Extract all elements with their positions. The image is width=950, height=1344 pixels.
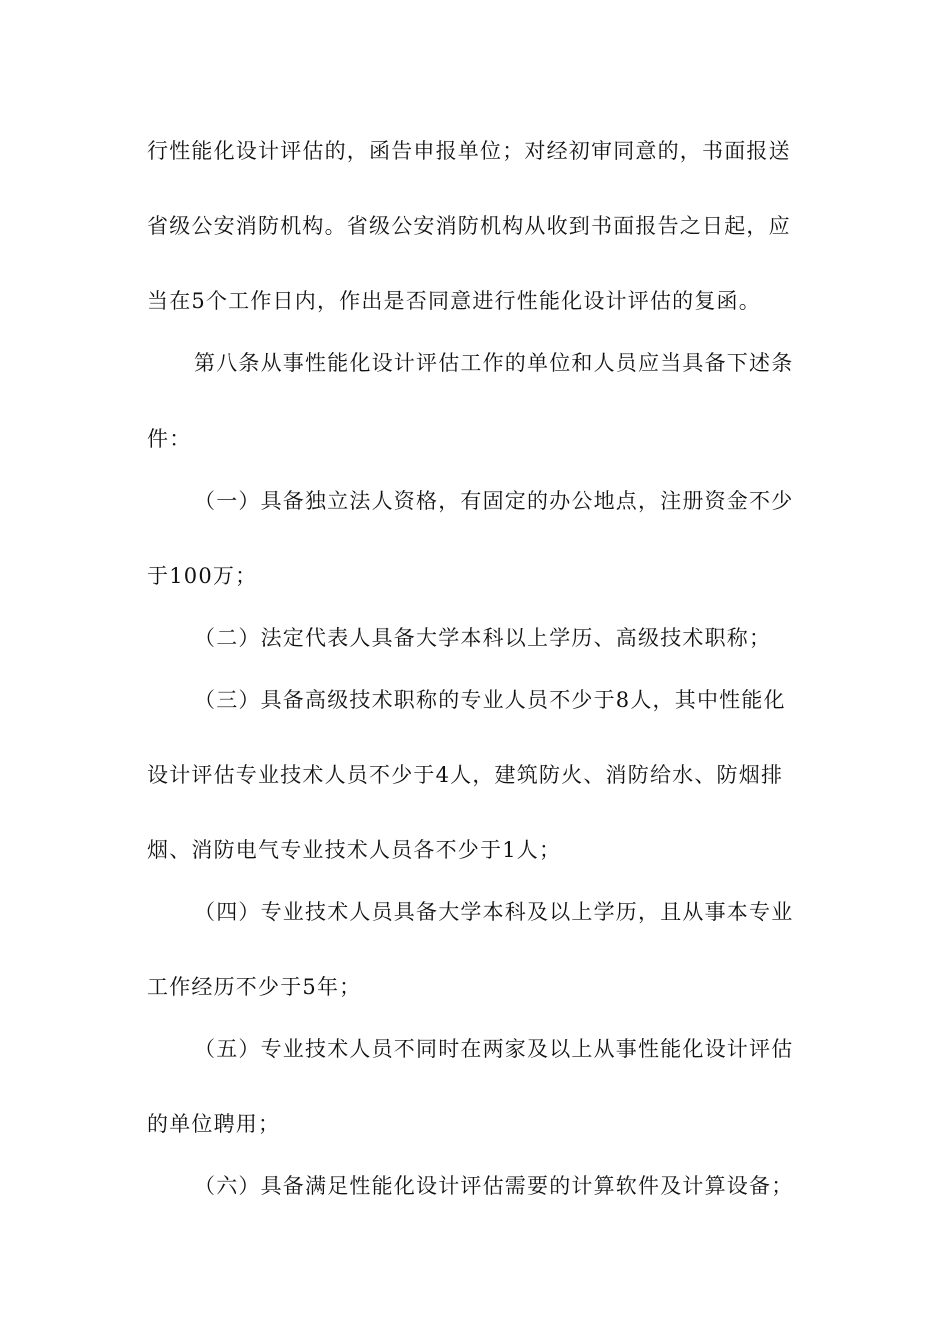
paragraph-line: 行性能化设计评估的，函告申报单位；对经初审同意的，书面报送 (147, 139, 791, 163)
condition-item-3: （三）具备高级技术职称的专业人员不少于8人，其中性能化 (194, 688, 786, 712)
paragraph-line: 省级公安消防机构。省级公安消防机构从收到书面报告之日起，应 (147, 214, 791, 238)
paragraph-line: 件： (147, 427, 192, 451)
paragraph-line: 工作经历不少于5年； (147, 975, 362, 999)
condition-item-5: （五）专业技术人员不同时在两家及以上从事性能化设计评估 (194, 1037, 794, 1061)
condition-item-2: （二）法定代表人具备大学本科以上学历、高级技术职称； (194, 626, 772, 650)
paragraph-line: 当在5个工作日内，作出是否同意进行性能化设计评估的复函。 (147, 289, 761, 313)
paragraph-line: 的单位聘用； (147, 1112, 281, 1136)
article-8-heading-line: 第八条从事性能化设计评估工作的单位和人员应当具备下述条 (194, 351, 794, 375)
condition-item-6: （六）具备满足性能化设计评估需要的计算软件及计算设备； (194, 1174, 794, 1198)
condition-item-4: （四）专业技术人员具备大学本科及以上学历，且从事本专业 (194, 900, 794, 924)
condition-item-1: （一）具备独立法人资格，有固定的办公地点，注册资金不少 (194, 489, 794, 513)
paragraph-line: 设计评估专业技术人员不少于4人，建筑防火、消防给水、防烟排 (147, 763, 784, 787)
paragraph-line: 于100万； (147, 564, 258, 588)
paragraph-line: 烟、消防电气专业技术人员各不少于1人； (147, 838, 562, 862)
